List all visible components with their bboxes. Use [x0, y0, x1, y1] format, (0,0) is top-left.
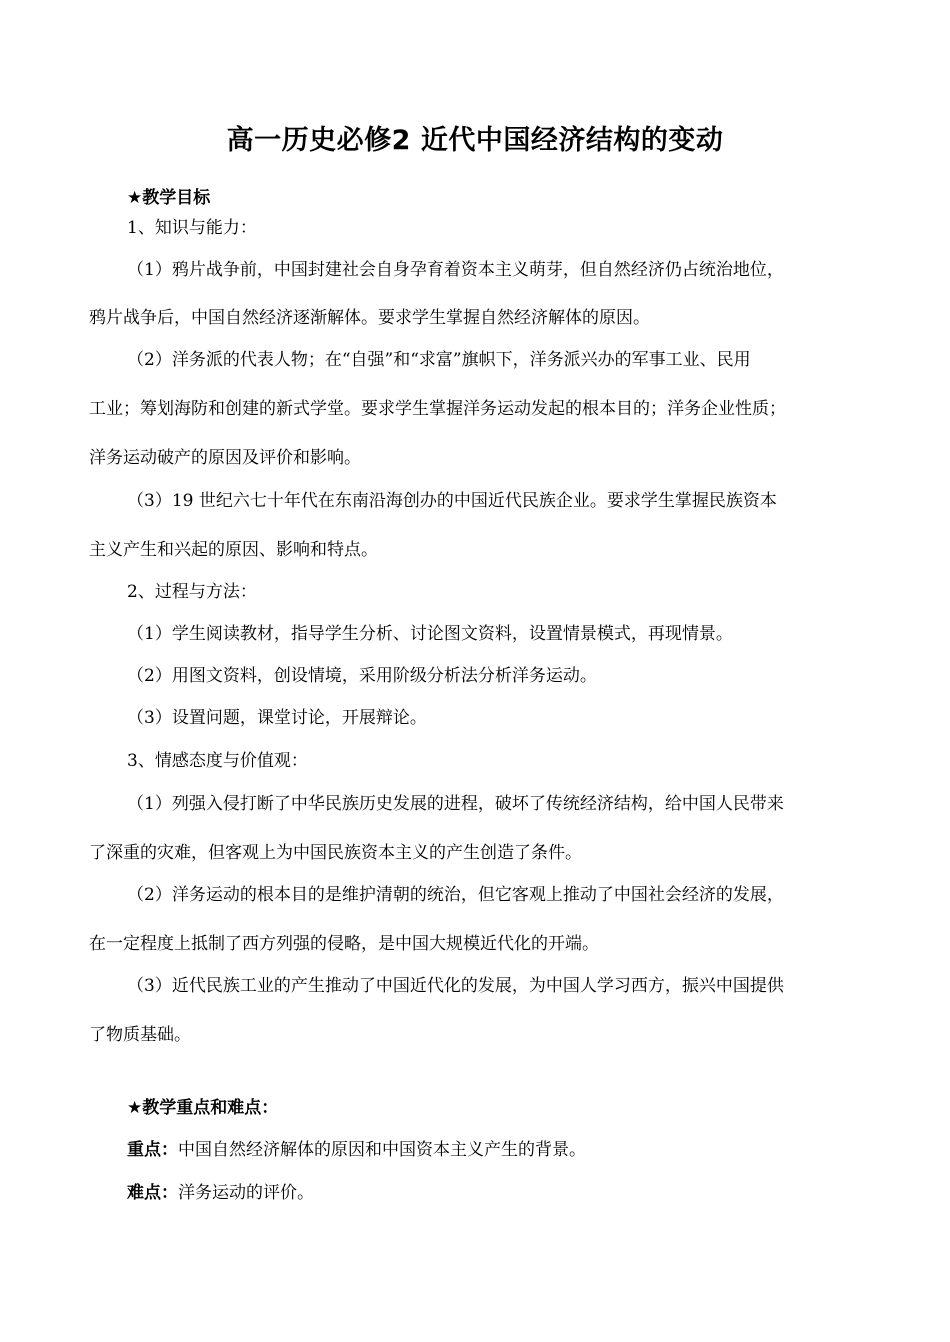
objectives-heading: ★教学目标	[127, 188, 211, 208]
paragraph-line: （2）洋务派的代表人物；在“自强”和“求富”旗帜下，洋务派兴办的军事工业、民用	[127, 350, 751, 370]
paragraph-line: （1）列强入侵打断了中华民族历史发展的进程，破坏了传统经济结构，给中国人民带来	[127, 794, 784, 814]
focus-row	[127, 1138, 586, 1162]
paragraph-line: 工业；筹划海防和创建的新式学堂。要求学生掌握洋务运动发起的根本目的；洋务企业性质；	[89, 399, 786, 419]
focus-label: 重点：	[127, 1140, 178, 1160]
paragraph-line: 鸦片战争后，中国自然经济逐渐解体。要求学生掌握自然经济解体的原因。	[89, 308, 650, 328]
paragraph-line: （3）设置问题，课堂讨论，开展辩论。	[127, 708, 427, 728]
paragraph-line: （1）鸦片战争前，中国封建社会自身孕育着资本主义萌芽，但自然经济仍占统治地位，	[127, 260, 784, 280]
paragraph-line: （2）洋务运动的根本目的是维护清朝的统治，但它客观上推动了中国社会经济的发展，	[127, 885, 784, 905]
paragraph-line: 了物质基础。	[89, 1025, 191, 1045]
difficulty-text: 洋务运动的评价。	[178, 1183, 314, 1203]
paragraph-line: 洋务运动破产的原因及评价和影响。	[89, 448, 361, 468]
paragraph-line: （2）用图文资料，创设情境，采用阶级分析法分析洋务运动。	[127, 666, 597, 686]
section-knowledge-label: 1、知识与能力：	[127, 218, 257, 238]
paragraph-line: （1）学生阅读教材，指导学生分析、讨论图文资料，设置情景模式，再现情景。	[127, 624, 733, 644]
difficulty-row	[127, 1181, 314, 1205]
paragraph-line: 了深重的灾难，但客观上为中国民族资本主义的产生创造了条件。	[89, 843, 582, 863]
focus-text: 中国自然经济解体的原因和中国资本主义产生的背景。	[178, 1140, 586, 1160]
paragraph-line: （3）近代民族工业的产生推动了中国近代化的发展，为中国人学习西方，振兴中国提供	[127, 976, 784, 996]
difficulty-label: 难点：	[127, 1183, 178, 1203]
paragraph-line: （3）19 世纪六七十年代在东南沿海创办的中国近代民族企业。要求学生掌握民族资本	[127, 491, 777, 511]
page-title: 高一历史必修2 近代中国经济结构的变动	[226, 125, 724, 156]
key-points-heading: ★教学重点和难点：	[127, 1098, 279, 1118]
paragraph-line: 在一定程度上抵制了西方列强的侵略，是中国大规模近代化的开端。	[89, 934, 599, 954]
paragraph-line: 主义产生和兴起的原因、影响和特点。	[89, 540, 378, 560]
section-method-label: 2、过程与方法：	[127, 582, 257, 602]
section-values-label: 3、情感态度与价值观：	[127, 751, 308, 771]
